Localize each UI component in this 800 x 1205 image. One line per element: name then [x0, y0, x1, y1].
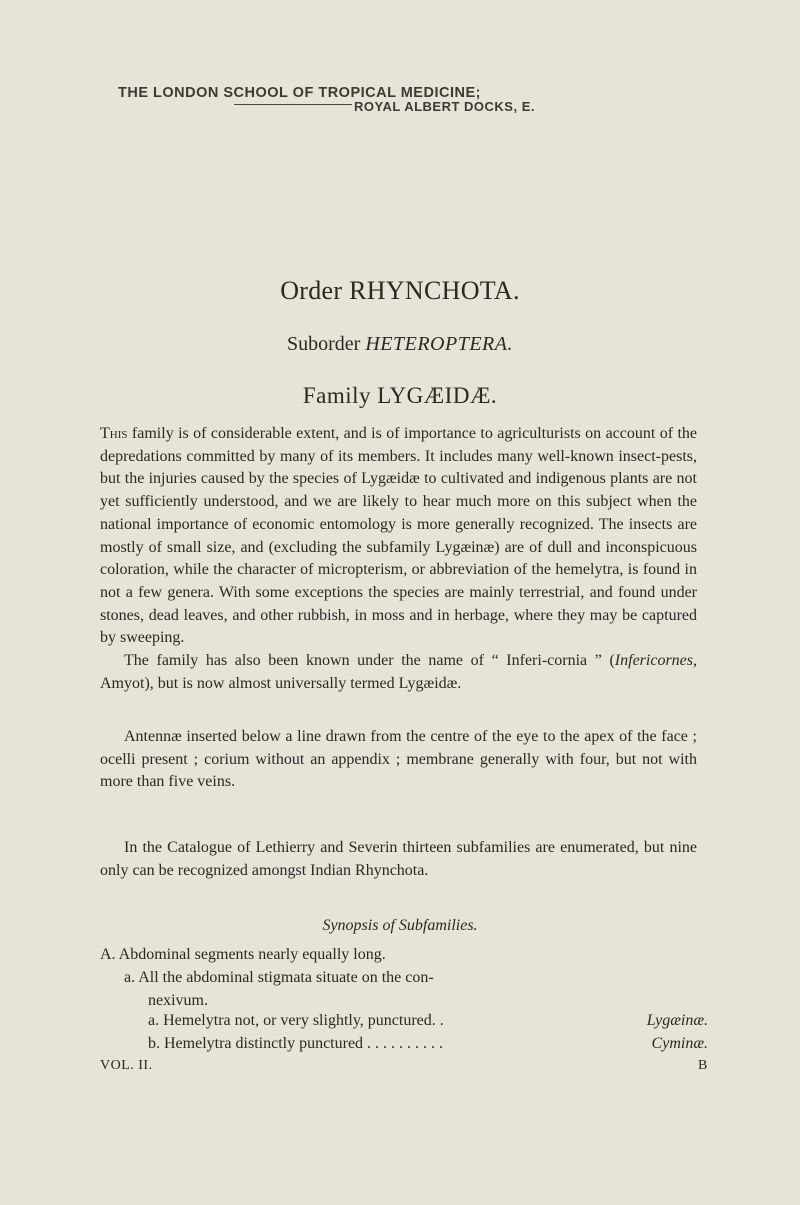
key-a-line-2: nexivum.	[148, 992, 208, 1009]
intro-body: family is of considerable extent, and is of importance to agriculturists on account of the depredations committed by many of its members. It includes many well-known insect-pests, but the injuries caused by the species of Lygæidæ to cultivated and indigenous plants are not yet sufficiently understood, and we are likely to hear much more on this subject when the national importance of economic entomology is more generally recognized. The insects are mostly of small size, and (excluding the subfamily Lygæinæ) are of dull and inconspicuous coloration, while the character of micropterism, or abbreviation of the hemelytra, is found in not a few genera. With some exceptions the species are mainly terrestrial, and found under stones, dead leaves, and other rubbish, in moss and in herbage, where they may be captured by sweeping.	[100, 425, 698, 647]
key-row-result: Cyminæ.	[651, 1035, 708, 1052]
key-row-result: Lygæinæ.	[646, 1012, 708, 1029]
synonym-italic: Infericornes	[614, 652, 693, 670]
key-row	[148, 1035, 708, 1058]
stamp-rule	[234, 104, 352, 105]
synonym-end: , Amyot), but is now almost universally termed Lygæidæ.	[100, 652, 697, 692]
characters-paragraph: Antennæ inserted below a line drawn from the centre of the eye to the apex of the face ; ocelli present ; corium without an appendix ; membrane generally with four, but not with more than five veins.	[100, 728, 697, 791]
stamp-line-1: THE LONDON SCHOOL OF TROPICAL MEDICINE;	[118, 85, 481, 101]
synopsis-title: Synopsis of Subfamilies.	[322, 917, 478, 934]
suborder-heading	[0, 333, 800, 356]
key-A: A. Abdominal segments nearly equally long.	[100, 946, 386, 963]
catalogue-paragraph: In the Catalogue of Lethierry and Severin thirteen subfamilies are enumerated, but nine only can be recognized amongst Indian Rhynchota.	[100, 839, 697, 879]
key-row-label: a. Hemelytra not, or very slightly, punctured. .	[148, 1012, 444, 1029]
signature-mark: B	[698, 1058, 708, 1073]
library-stamp	[118, 85, 535, 114]
family-heading: Family LYGÆIDÆ.	[302, 383, 498, 408]
intro-first-word: This	[100, 425, 128, 442]
key-row	[148, 1012, 708, 1035]
suborder-prefix: Suborder	[287, 333, 361, 355]
stamp-line-2: ROYAL ALBERT DOCKS, E.	[354, 99, 535, 114]
key-row-label: b. Hemelytra distinctly punctured . . . . . . . . . .	[148, 1035, 444, 1052]
intro-paragraph	[100, 423, 697, 695]
suborder-name: HETEROPTERA.	[365, 333, 513, 355]
volume-label: VOL. II.	[100, 1058, 153, 1073]
order-heading: Order RHYNCHOTA.	[280, 276, 520, 305]
key-a-line-1: a. All the abdominal stigmata situate on the con-	[124, 969, 434, 986]
synonym-start: The family has also been known under the name of “ Inferi-cornia ” (	[124, 652, 615, 670]
